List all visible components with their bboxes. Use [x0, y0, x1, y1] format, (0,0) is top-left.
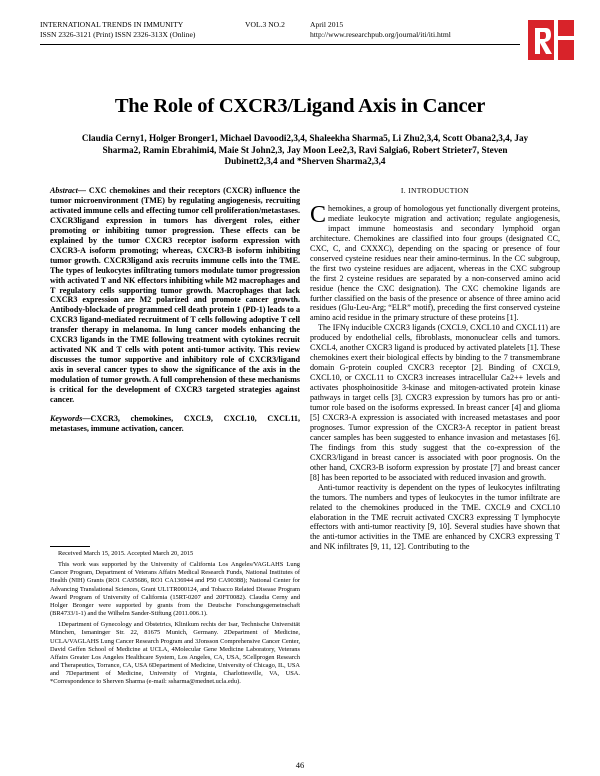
journal-date: April 2015	[310, 20, 344, 29]
journal-name: INTERNATIONAL TRENDS IN IMMUNITY	[40, 20, 184, 29]
footnote-funding: This work was supported by the University of California Los Angeles/VAGLAHS Lung Cancer Program, Department of Veterans Affairs Medical Research Funds, National Institutes of Health (NIH) Grants (RO1 CA95686, RO1 CA136944 and P50 CA90388); National Center for Advancing Translational Sciences, Grant UL1TR000124, and Tobacco Related Disease Program Award Program of University of California (15RT-0207 and 20FT0082). Claudia Cerny and Holger Bronger were supported by grants from the Deutsche Forschungsgemeinschaft (BR4733/1-1) and the Wilhelm Sander-Stiftung (2011.006.1).	[50, 561, 300, 618]
left-column	[50, 186, 300, 434]
right-column	[310, 186, 560, 552]
keywords-label: Keywords	[50, 413, 83, 423]
journal-url: http://www.researchpub.org/journal/iti/iti.html	[310, 30, 451, 39]
intro-paragraph-2: The IFNγ inducible CXCR3 ligands (CXCL9, CXCL10 and CXCL11) are produced by endothelial cells, fibroblasts, mononuclear cells and tumors. CXCL4, another CXCR3 ligand is produced by activated platelets [1]. These chemokines exert their biological effects by binding to the 7 transmembrane domain G-protein coupled CXCR3 receptor [2]. Binding of CXCL9, CXCL10, or CXCL11 to CXCR3 increases intracellular Ca2++ levels and activates phosphoinositide 3-kinase and mitogen-activated protein kinase pathways in target cells [3]. CXCR3 expression by tumors has pro or anti-tumor role based on the isoforms expressed. In breast cancer [4] and glioma [5] CXCR3-A expression is associated with increased metastases and poor prognoses. Tumor expression of the CXCR3-A receptor in patient breast cancer samples has been suggested to enhance invasion and metastases [6]. The findings from this study suggest that the co-expression of the CXCR3/ligand in breast cancer is associated with poor prognosis. On the other hand, CXCR3-B isoform expression by prostate [7] and breast cancer [8] has been reported to be associated with reduced invasion and growth.	[310, 323, 560, 482]
drop-cap: C	[310, 201, 327, 228]
journal-issn: ISSN 2326-3121 (Print) ISSN 2326-313X (Online)	[40, 30, 196, 39]
paper-title: The Role of CXCR3/Ligand Axis in Cancer	[114, 95, 486, 117]
keywords-text: —CXCR3, chemokines, CXCL9, CXCL10, CXCL11, metastases, immune activation, cancer.	[50, 413, 300, 433]
footnote-received: Received March 15, 2015. Accepted March 20, 2015	[58, 550, 194, 557]
author-list: Claudia Cerny1, Holger Bronger1, Michael Davoodi2,3,4, Shaleekha Sharma5, Li Zhu2,3,4, Scott Obana2,3,4, Jay Sharma2, Ramin Ebrahimi4, Maie St John2,3, Jay Moon Lee2,3, Ravi Salgia6, Robert Strieter7, Steven Dubinett2,3,4 and *Sherven Sharma2,3,4	[81, 133, 529, 166]
publisher-logo-icon	[528, 20, 574, 60]
intro-paragraph-3: Anti-tumor reactivity is dependent on the types of leukocytes infiltrating the tumors. The numbers and types of leukocytes in the tumor infiltrate are related to the chemokines produced in the TME. CXCL9 and CXCL10 elaboration in the TME recruit activated CXCR3 expressing T lymphocyte effectors with anti-tumor reactivity [9, 10]. Several studies have shown that the anti-tumor activities in the TME are enhanced by CXCR3 expressing T and NK infiltrates [9, 11, 12]. Contributing to the	[310, 482, 560, 552]
journal-header	[40, 20, 520, 40]
intro-paragraph-1-text: hemokines, a group of homologous yet functionally divergent proteins, mediate leukocyte migration and activation; regulate angiogenesis, impact immune homeostasis and secondary lymphoid organ architecture. Chemokines are classified into four groups (designated CC, CXC, C, and CXXXC), depending on the spacing or presence of four conserved cysteine residues near their amino-terminus. In the CC subgroup, the first two cysteine residues are adjacent, whereas in the CXC subgroup the first 2 cysteine residues are separated by a non-conserved amino acid residue (hence the CXC designation). The CXC chemokine ligands are further classified on the basis of the presence or absence of three amino acid residues (Glu-Leu-Arg; “ELR” motif), preceding the first conserved cysteine amino acid residue in the primary structure of these proteins [1].	[310, 203, 560, 323]
keywords	[50, 414, 300, 434]
abstract	[50, 186, 300, 405]
abstract-label: Abstract	[50, 186, 78, 195]
journal-volume: VOL.3 NO.2	[245, 20, 285, 29]
abstract-text: — CXC chemokines and their receptors (CXCR) influence the tumor microenvironment (TME) by regulating angiogenesis, recruiting activated immune cells and effecting tumor cell proliferation/metastases. CXCR3ligand expression in tumors has divergent roles, either promoting or inhibiting tumor progression. These effects can be explained by the tumor CXCR3 receptor isoform expression with CXCR3-A isoform promoting; whereas, CXCR3-B isoform inhibiting tumor growth. CXCR3ligand axis recruits immune cells into the TME. The types of leukocytes infiltrating tumors modulate tumor progression with activated T and NK effectors inhibiting while M2 macrophages and T regulatory cells supporting tumor growth. Macrophages that lack CXCR3 expression are M2 polarized and promote cancer growth. Antibody-blockade of programmed cell death protein 1 (PD-1) leads to a CXCR3 ligand-mediated recruitment of T cells following adoptive T cell transfer therapy in melanoma. In lung cancer models enhancing the CXCR3 ligands in the TME following treatment with cytokines recruit activated NK and T cells with potent anti-tumor activity. This review discusses the tumor supportive and inhibitory role of CXCR3/ligand axis in several cancer types to show the significance of the axis in the modulation of tumor growth. A full comprehension of these mechanisms is critical for the development of CXCR3 targeted strategies against cancer.	[50, 186, 300, 405]
section-heading: I. INTRODUCTION	[400, 186, 470, 195]
intro-paragraph-1	[310, 201, 560, 323]
footnote-affiliations: 1Department of Gynecology and Obstetrics, Klinikum rechts der Isar, Technische Universität München, Ismaninger Str. 22, 81675 Munich, Germany. 2Department of Medicine, UCLA/VAGLAHS Lung Cancer Research Program and 3Jonsson Comprehensive Cancer Center, David Geffen School of Medicine at UCLA, 4Molecular Gene Medicine Laboratory, Veterans Affairs Greater Los Angeles Healthcare System, Los Angeles, CA, USA, 5Cellprogen Research and Therapeutics, Torrance, CA, USA 6Department of Medicine, University of Chicago, IL, USA and 7Department of Medicine, University of Virginia, Charlottesville, VA, USA. *Correspondence to Sherven Sharma (e-mail: ssharma@mednet.ucla.edu).	[50, 621, 300, 686]
page-number: 46	[295, 760, 305, 770]
footnotes	[50, 550, 300, 687]
header-rule	[40, 44, 520, 45]
footnote-rule	[50, 546, 90, 547]
